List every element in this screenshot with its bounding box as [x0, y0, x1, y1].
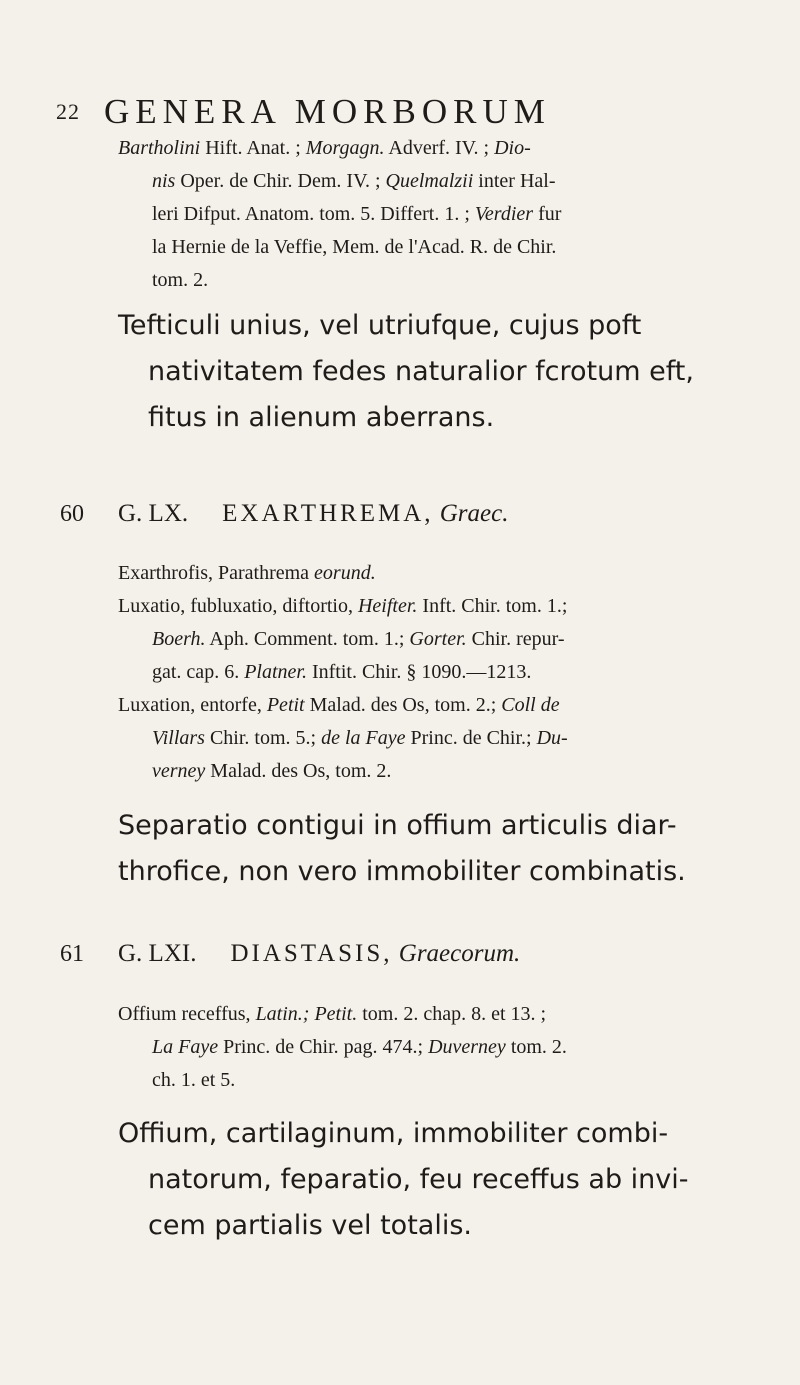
genus-heading-60: [60, 500, 780, 528]
ref-line: Luxation, entorfe, Petit Malad. des Os, tom. 2.; Coll de: [118, 694, 560, 716]
definition-line: Offium, cartilaginum, immobiliter combi-: [118, 1118, 669, 1149]
definition-3: [118, 1111, 778, 1249]
references-block-3: [118, 998, 758, 1097]
ref-line: tom. 2.: [152, 269, 209, 291]
ref-line: nis Oper. de Chir. Dem. IV. ; Quelmalzii inter Hal-: [152, 170, 556, 192]
definition-line: nativitatem fedes naturalior fcrotum eft,: [148, 356, 694, 387]
page-number: 22: [56, 99, 80, 124]
ref-line: leri Difput. Anatom. tom. 5. Differt. 1. ; Verdier fur: [152, 203, 562, 225]
ref-line: Offium receffus, Latin.; Petit. tom. 2. chap. 8. et 13. ;: [118, 1003, 547, 1025]
genus-code: G. LXI.: [118, 940, 197, 967]
ref-line: ch. 1. et 5.: [152, 1069, 236, 1091]
definition-2: [118, 803, 778, 895]
references-block-1: [118, 132, 758, 297]
margin-number: 60: [60, 501, 84, 527]
ref-line: la Hernie de la Veffie, Mem. de l'Acad. R. de Chir.: [152, 236, 557, 258]
ref-line: La Faye Princ. de Chir. pag. 474.; Duverney tom. 2.: [152, 1036, 567, 1058]
ref-line: Boerh. Aph. Comment. tom. 1.; Gorter. Chir. repur-: [152, 628, 565, 650]
definition-line: fitus in alienum aberrans.: [148, 402, 495, 433]
definition-line: Tefticuli unius, vel utriufque, cujus poft: [118, 310, 642, 341]
genus-suffix: Graec.: [439, 500, 509, 527]
ref-line: Bartholini Hift. Anat. ; Morgagn. Adverf. IV. ; Dio-: [118, 137, 531, 159]
running-title: GENERA MORBORUM: [104, 92, 551, 131]
margin-number: 61: [60, 941, 84, 967]
definition-line: natorum, feparatio, feu receffus ab invi-: [148, 1164, 689, 1195]
definition-line: Separatio contigui in offium articulis diar-: [118, 810, 677, 841]
definition-1: [118, 303, 778, 441]
ref-line: Exarthrofis, Parathrema eorund.: [118, 562, 376, 584]
ref-line: Villars Chir. tom. 5.; de la Faye Princ. de Chir.; Du-: [152, 727, 568, 749]
references-block-2: [118, 557, 758, 788]
definition-line: throfice, non vero immobiliter combinatis.: [118, 856, 686, 887]
genus-code: G. LX.: [118, 500, 189, 527]
ref-line: verney Malad. des Os, tom. 2.: [152, 760, 392, 782]
ref-line: gat. cap. 6. Platner. Inftit. Chir. § 1090.—1213.: [152, 661, 532, 683]
genus-heading-61: [60, 940, 780, 968]
genus-name: DIASTASIS,: [230, 940, 393, 967]
ref-line: Luxatio, fubluxatio, diftortio, Heifter. Inft. Chir. tom. 1.;: [118, 595, 568, 617]
genus-name: EXARTHREMA,: [222, 500, 434, 527]
definition-line: cem partialis vel totalis.: [148, 1210, 472, 1241]
genus-suffix: Graecorum.: [398, 940, 521, 967]
running-head: [56, 92, 756, 132]
